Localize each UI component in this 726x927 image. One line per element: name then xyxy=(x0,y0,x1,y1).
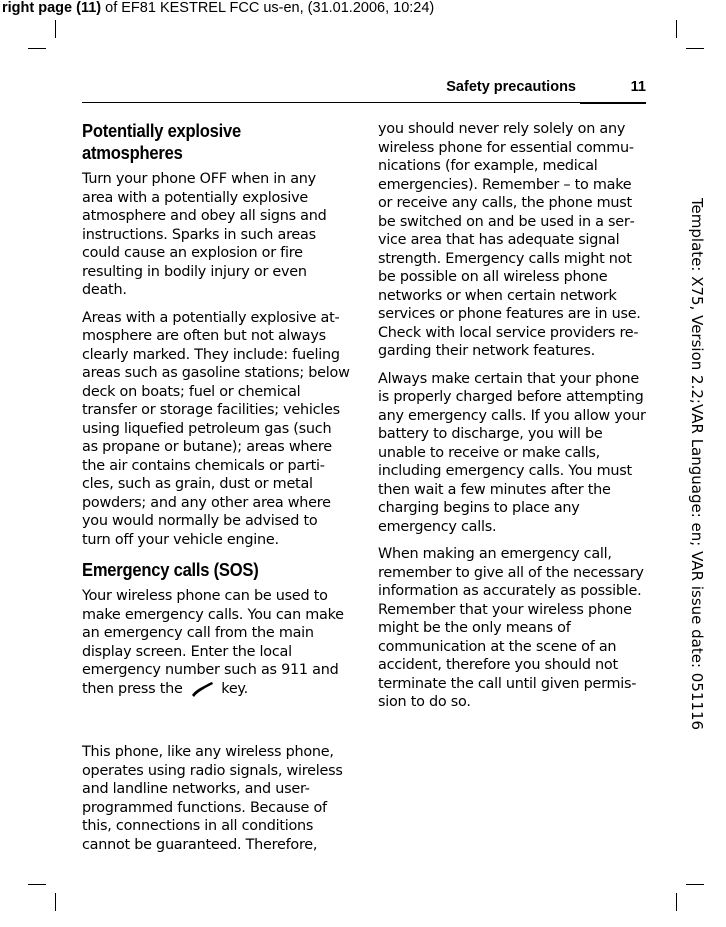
paragraph-emergency xyxy=(82,587,350,698)
crop-mark xyxy=(55,893,56,911)
paragraph: This phone, like any wireless phone, operates using radio signals, wireless and landline networks, and user-programmed functions. Because of this, connections in all conditions cannot be guaranteed. Therefore, xyxy=(82,744,343,853)
paragraph: you should never rely solely on any wireless phone for essential communications (for example, medical emergencies). Remember – to make or receive any calls, the phone must be switched on and be used in a service area that has adequate signal strength. Emergency calls might not be possible on all wireless phone networks or when certain network services or phone features are in use. Check with local service providers regarding their network features. xyxy=(378,121,641,359)
section-title: Safety precautions xyxy=(446,79,576,95)
page-number-rule xyxy=(580,102,646,104)
paragraph: When making an emergency call, remember to give all of the necessary information as accurately as possible. Remember that your wireless phone might be the only means of communication at the scene of an accident, therefore you should not terminate the call until given permission to do so. xyxy=(378,546,644,710)
right-column xyxy=(378,120,646,721)
paragraph-text: Your wireless phone can be used to make emergency calls. You can make an emergency call from the main display screen. Enter the local emergency number such as 911 and then press the xyxy=(82,588,344,697)
crop-mark xyxy=(676,20,677,38)
phone-call-key-icon xyxy=(189,680,215,698)
left-column xyxy=(82,120,350,863)
heading-explosive-atmospheres: Potentially explosive atmospheres xyxy=(82,121,242,163)
running-header xyxy=(82,76,646,103)
crop-mark xyxy=(28,884,46,885)
print-metadata xyxy=(2,0,434,17)
paragraph: Always make certain that your phone is properly charged before attempting any emergency calls. If you allow your battery to discharge, you will be unable to receive or make calls, including emergency calls. You must then wait a few minutes after the charging begins to place any emergency calls. xyxy=(378,370,646,535)
spacer xyxy=(82,707,350,743)
paragraph-text: key. xyxy=(221,680,248,697)
paragraph: Areas with a potentially explosive atmosphere are often but not always clearly marked. They include: fueling areas such as gasoline stations; below deck on boats; fuel or chemical transfer or storage facilities; vehicles using liquefied petroleum gas (such as propane or butane); areas where the air contains chemicals or particles, such as grain, dust or metal powders; and any other area where you would normally be advised to turn off your vehicle engine. xyxy=(82,309,350,548)
crop-mark xyxy=(676,893,677,911)
crop-mark xyxy=(686,884,704,885)
template-info-vertical: Template: X75, Version 2.2;VAR Language: en; VAR issue date: 051116 xyxy=(688,197,706,731)
page-number: 11 xyxy=(630,79,646,95)
paragraph: Turn your phone OFF when in any area with a potentially explosive atmosphere and obey all signs and instructions. Sparks in such areas could cause an explosion or fire resulting in bodily injury or even death. xyxy=(82,171,327,298)
heading-emergency-calls: Emergency calls (SOS) xyxy=(82,560,259,580)
print-metadata-bold: right page (11) xyxy=(2,0,102,16)
crop-mark xyxy=(55,20,56,38)
print-metadata-rest: of EF81 KESTREL FCC us-en, (31.01.2006, 10:24) xyxy=(101,0,435,16)
crop-mark xyxy=(686,48,704,49)
crop-mark xyxy=(28,48,46,49)
